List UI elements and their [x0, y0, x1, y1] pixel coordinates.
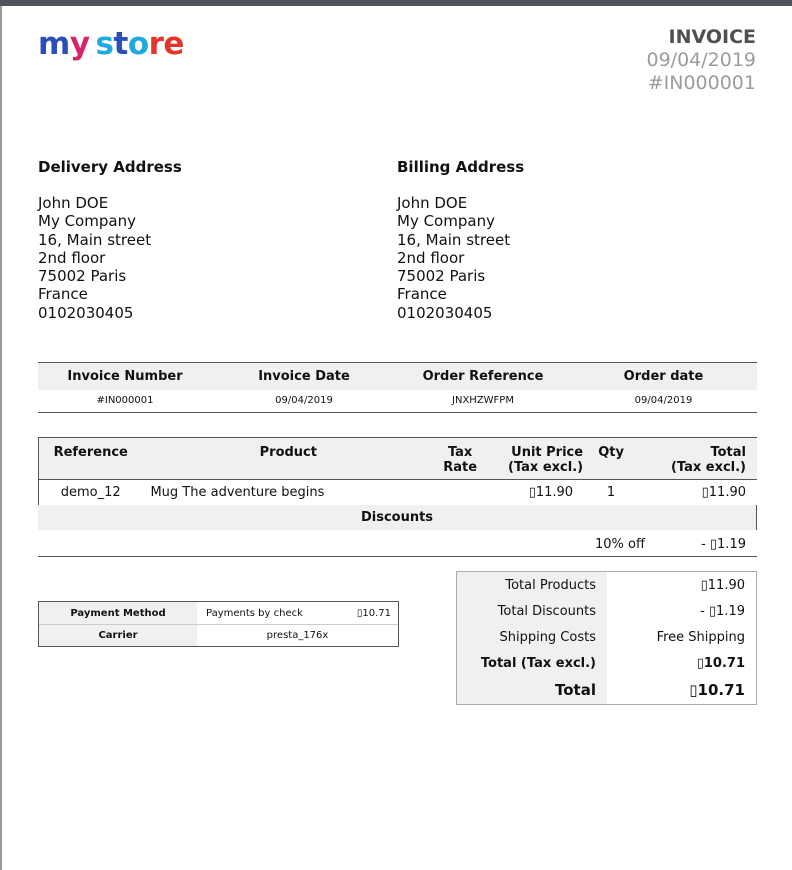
total-products-value: ▯11.90 [700, 577, 745, 593]
col-tax-label: Tax [447, 445, 473, 460]
col-order-date: Order date [570, 363, 757, 390]
table-row [38, 390, 757, 413]
totals-table [456, 571, 757, 705]
discount-label: 10% off [595, 537, 645, 552]
address-line: 75002 Paris [397, 267, 486, 286]
invoice-number: #IN000001 [647, 72, 756, 94]
total-discounts-label: Total Discounts [457, 598, 607, 624]
logo-letter: e [163, 26, 184, 62]
delivery-address [38, 157, 338, 322]
address-line: 2nd floor [38, 248, 106, 267]
billing-address [397, 157, 697, 322]
grand-total-row [457, 676, 756, 704]
carrier-label: Carrier [39, 625, 197, 646]
carrier-value: presta_176x [266, 630, 329, 641]
total-products-label: Total Products [457, 572, 607, 598]
invoice-date-value: 09/04/2019 [212, 390, 396, 413]
payment-method-row [39, 602, 398, 624]
store-logo [38, 24, 184, 64]
total-discounts-row [457, 598, 756, 624]
total-discounts-value: - ▯1.19 [700, 603, 745, 619]
col-invoice-number: Invoice Number [38, 363, 212, 390]
carrier-row [39, 624, 398, 646]
product-unit-price: ▯11.90 [528, 485, 574, 501]
total-products-row [457, 572, 756, 598]
shipping-costs-row [457, 624, 756, 650]
address-line: 16, Main street [38, 230, 152, 249]
address-line: 75002 Paris [38, 267, 127, 286]
product-qty: 1 [606, 485, 616, 501]
grand-total-value: ▯10.71 [689, 681, 745, 699]
col-reference [39, 438, 143, 480]
product-reference: demo_12 [39, 480, 143, 506]
discounts-title: Discounts [38, 505, 757, 530]
payment-method: Payments by check [206, 607, 303, 619]
total-tax-excl-label: Total (Tax excl.) [457, 650, 607, 676]
discount-value: - ▯1.19 [701, 537, 746, 552]
products-table [38, 437, 757, 506]
address-line: 0102030405 [38, 303, 134, 322]
product-name: Mug The adventure begins [150, 485, 325, 501]
col-qty-label: Qty [598, 445, 624, 460]
page-edge [0, 6, 2, 870]
col-order-reference: Order Reference [396, 363, 570, 390]
col-total [634, 438, 757, 480]
address-line: France [38, 285, 88, 304]
col-reference-label: Reference [53, 445, 128, 460]
col-product [142, 438, 434, 480]
invoice-date: 09/04/2019 [646, 49, 756, 71]
address-line: 2nd floor [397, 248, 465, 267]
table-row [39, 480, 758, 506]
col-rate-label: Rate [443, 460, 478, 475]
logo-letter: r [148, 26, 164, 62]
address-line: My Company [397, 212, 495, 231]
col-total-label: Total [710, 445, 746, 460]
table-header-row [38, 363, 757, 390]
logo-letter: m [38, 26, 70, 62]
col-qty [588, 438, 634, 480]
logo-letter: s [95, 26, 114, 62]
total-tax-excl-row [457, 650, 756, 676]
billing-address-title: Billing Address [397, 158, 525, 176]
address-line: My Company [38, 212, 136, 231]
col-tax-excl-label: (Tax excl.) [508, 460, 584, 475]
invoice-header [646, 26, 756, 95]
delivery-address-title: Delivery Address [38, 158, 182, 176]
address-line: John DOE [397, 194, 468, 212]
col-unit-price [486, 438, 588, 480]
col-tax-rate [434, 438, 486, 480]
address-line: John DOE [38, 194, 109, 212]
grand-total-label: Total [457, 676, 607, 704]
payment-table [38, 601, 399, 647]
order-reference-value: JNXHZWFPM [396, 390, 570, 413]
col-product-label: Product [259, 445, 317, 460]
top-bar [0, 0, 792, 6]
order-date-value: 09/04/2019 [570, 390, 757, 413]
invoice-meta-table [38, 362, 757, 413]
col-total-excl-label: (Tax excl.) [670, 460, 746, 475]
total-tax-excl-value: ▯10.71 [696, 655, 745, 671]
address-line: 16, Main street [397, 230, 511, 249]
logo-letter: t [113, 26, 128, 62]
shipping-costs-label: Shipping Costs [457, 624, 607, 650]
logo-letter: o [127, 26, 149, 62]
product-total: ▯11.90 [701, 485, 746, 501]
address-line: France [397, 285, 447, 304]
logo-letter: y [69, 26, 90, 62]
shipping-costs-value: Free Shipping [656, 629, 745, 645]
invoice-title: INVOICE [668, 26, 756, 48]
col-unit-price-label: Unit Price [511, 445, 584, 460]
table-header-row [39, 438, 758, 480]
payment-method-label: Payment Method [39, 602, 197, 624]
address-line: 0102030405 [397, 303, 493, 322]
payment-amount: ▯10.71 [356, 607, 391, 619]
product-tax [434, 480, 486, 506]
col-invoice-date: Invoice Date [212, 363, 396, 390]
discount-row [38, 532, 757, 557]
invoice-number-value: #IN000001 [38, 390, 212, 413]
